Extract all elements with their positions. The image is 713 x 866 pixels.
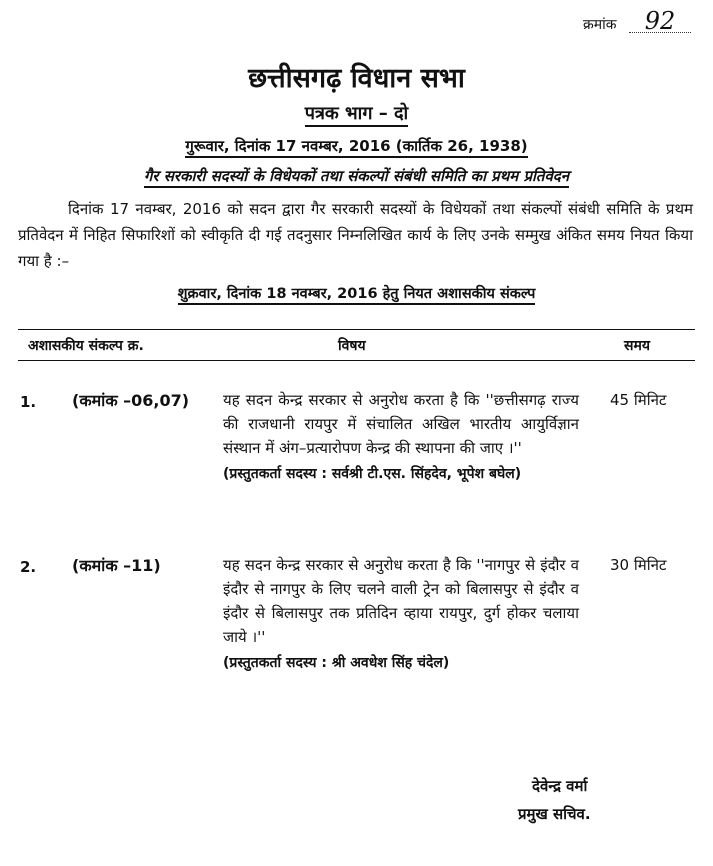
intro-paragraph: दिनांक 17 नवम्बर, 2016 को सदन द्वारा गैर सरकारी सदस्यों के विधेयकों तथा संकल्पों संबंधी समिति के प्रथम प्रतिवेदन में निहित सिफारिशों को स्वीकृति दी गई तदनुसार निम्नलिखित कार्य के लिए उनके सम्मुख अंकित समय नियत किया गया है :–	[18, 200, 693, 270]
signature-block	[518, 772, 591, 828]
row-1-ref: (कमांक –06,07)	[72, 391, 190, 410]
assembly-title: छत्तीसगढ़ विधान सभा	[248, 63, 465, 94]
row-2-number: 2.	[20, 558, 37, 576]
header-time: समय	[624, 338, 650, 354]
serial-number	[583, 7, 691, 35]
row-2-ref: (कमांक –11)	[72, 556, 161, 575]
report-title: गैर सरकारी सदस्यों के विधेयकों तथा संकल्पों संबंधी समिति का प्रथम प्रतिवेदन	[0, 166, 713, 186]
bulletin-title: पत्रक भाग – दो	[0, 101, 713, 125]
row-1-subject: यह सदन केन्द्र सरकार से अनुरोध करता है कि ''छत्तीसगढ़ राज्य की राजधानी रायपुर में संचालित अखिल भारतीय आयुर्विज्ञान संस्थान में अंग–प्रत्यारोपण केन्द्र की स्थापना की जाए ।''	[223, 391, 579, 457]
row-1-number: 1.	[20, 393, 37, 411]
row-2-time: 30 मिनिट	[610, 556, 667, 574]
row-1-subject-block	[223, 388, 579, 486]
row-2-subject-block	[223, 553, 579, 675]
date-line: गुरूवार, दिनांक 17 नवम्बर, 2016 (कार्तिक 26, 1938)	[0, 136, 713, 156]
signatory-designation: प्रमुख सचिव.	[518, 805, 591, 823]
row-2-subject: यह सदन केन्द्र सरकार से अनुरोध करता है कि ''नागपुर से इंदौर व इंदौर से नागपुर के लिए चलने वाली ट्रेन को बिलासपुर से इंदौर व इंदौर से बिलासपुर तक प्रतिदिन व्हाया रायपुर, दुर्ग होकर चलाया जाये ।''	[223, 556, 579, 646]
header-number: अशासकीय संकल्प क्र.	[28, 338, 144, 354]
fixed-resolutions-line: शुक्रवार, दिनांक 18 नवम्बर, 2016 हेतु नियत अशासकीय संकल्प	[0, 283, 713, 303]
serial-label: क्रमांक	[583, 17, 617, 33]
row-1-time: 45 मिनिट	[610, 391, 667, 409]
signatory-name: देवेन्द्र वर्मा	[532, 777, 588, 795]
table-header-rule	[18, 360, 695, 361]
table-top-rule	[18, 329, 695, 330]
row-1-presenter: (प्रस्तुतकर्ता सदस्य : सर्वश्री टी.एस. सिंहदेव, भूपेश बघेल)	[223, 466, 522, 482]
serial-value: 92	[629, 10, 691, 33]
header-subject: विषय	[338, 338, 366, 354]
row-2-presenter: (प्रस्तुतकर्ता सदस्य : श्री अवधेश सिंह चंदेल)	[223, 655, 450, 671]
